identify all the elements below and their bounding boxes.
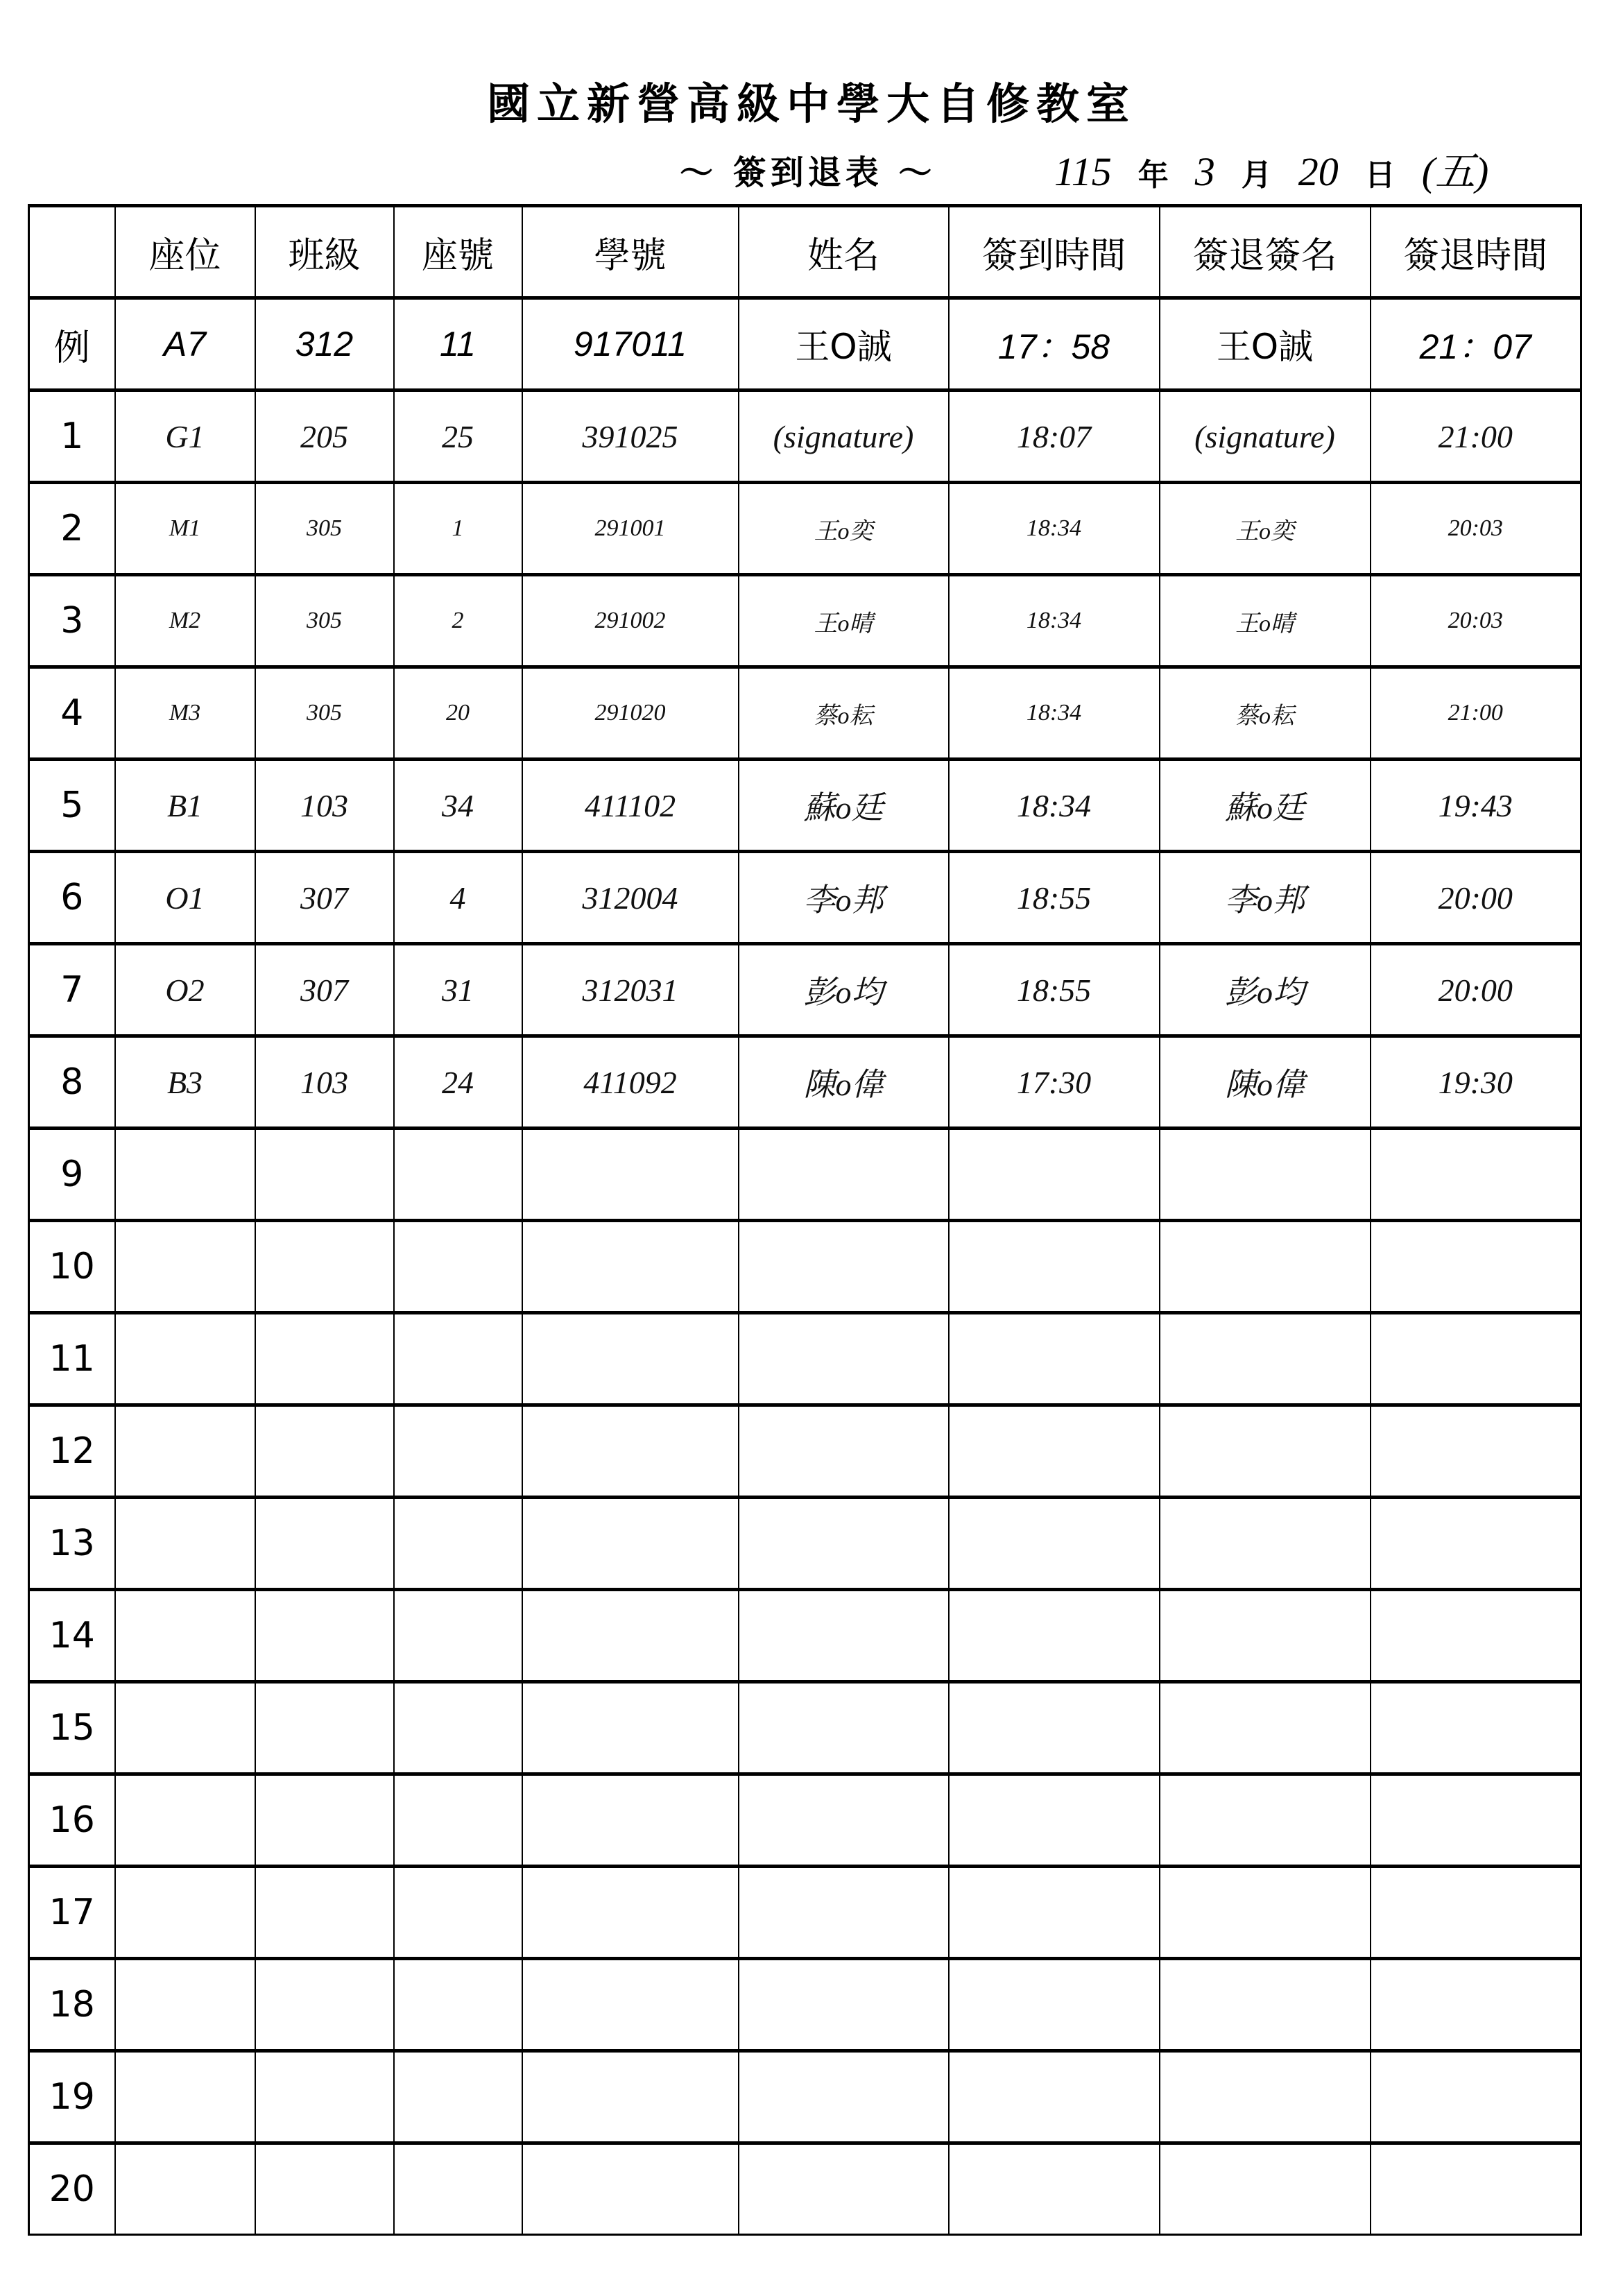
- row-number: 2: [29, 483, 115, 575]
- sign-in-out-table: [28, 204, 1582, 2236]
- cell-seat[interactable]: M3: [115, 667, 255, 760]
- table-row: [29, 575, 1581, 667]
- cell-name[interactable]: [739, 2143, 949, 2235]
- cell-class[interactable]: [255, 1774, 394, 1867]
- cell-seat[interactable]: [115, 1129, 255, 1221]
- table-row: [29, 1129, 1581, 1221]
- cell-sign-in-time[interactable]: [949, 1129, 1160, 1221]
- cell-student-id[interactable]: 291020: [522, 667, 739, 760]
- cell-seat-number[interactable]: 31: [394, 944, 522, 1036]
- table-row: [29, 1959, 1581, 2051]
- cell-seat[interactable]: M1: [115, 483, 255, 575]
- cell-sign-in-time[interactable]: 18:34: [949, 760, 1160, 852]
- cell-seat-number[interactable]: [394, 2143, 522, 2235]
- cell-student-id[interactable]: [522, 1682, 739, 1774]
- cell-name[interactable]: 王o晴: [739, 575, 949, 667]
- cell-seat-number[interactable]: [394, 1221, 522, 1313]
- cell-seat[interactable]: [115, 1867, 255, 1959]
- cell-class[interactable]: 205: [255, 391, 394, 483]
- cell-seat[interactable]: [115, 2143, 255, 2235]
- cell-sign-out-signature[interactable]: [1160, 1405, 1371, 1498]
- cell-student-id[interactable]: 291001: [522, 483, 739, 575]
- row-number: 12: [29, 1405, 115, 1498]
- cell-sign-in-time[interactable]: 18:34: [949, 575, 1160, 667]
- cell-name[interactable]: 李o邦: [739, 852, 949, 944]
- cell-sign-out-time[interactable]: [1371, 2051, 1581, 2143]
- cell-class[interactable]: [255, 1405, 394, 1498]
- row-number: 9: [29, 1129, 115, 1221]
- cell-class[interactable]: 307: [255, 852, 394, 944]
- table-row: [29, 483, 1581, 575]
- cell-sign-out-time[interactable]: [1371, 2143, 1581, 2235]
- cell-sign-out-time[interactable]: 20:00: [1371, 944, 1581, 1036]
- cell-name[interactable]: [739, 1313, 949, 1405]
- cell-sign-out-time[interactable]: [1371, 1405, 1581, 1498]
- cell-sign-out-signature[interactable]: [1160, 1498, 1371, 1590]
- table-row: [29, 391, 1581, 483]
- cell-seat[interactable]: [115, 1682, 255, 1774]
- cell-name[interactable]: [739, 1682, 949, 1774]
- row-number: 14: [29, 1590, 115, 1682]
- month-label: 月: [1241, 157, 1272, 193]
- cell-student-id[interactable]: 411102: [522, 760, 739, 852]
- cell-sign-out-time[interactable]: [1371, 1313, 1581, 1405]
- cell-sign-out-time[interactable]: [1371, 1959, 1581, 2051]
- cell-sign-out-time[interactable]: 19:30: [1371, 1036, 1581, 1129]
- table-row: [29, 1498, 1581, 1590]
- cell-student-id[interactable]: [522, 2143, 739, 2235]
- table-row: [29, 667, 1581, 760]
- column-header-name: 姓名: [739, 206, 949, 298]
- cell-sign-in-time[interactable]: [949, 1405, 1160, 1498]
- cell-name[interactable]: [739, 1221, 949, 1313]
- date-weekday[interactable]: (五): [1421, 149, 1489, 194]
- cell-name[interactable]: 陳o偉: [739, 1036, 949, 1129]
- row-number: 1: [29, 391, 115, 483]
- cell-name[interactable]: [739, 1498, 949, 1590]
- cell-sign-out-signature[interactable]: 彭o均: [1160, 944, 1371, 1036]
- cell-seat-number[interactable]: [394, 1498, 522, 1590]
- cell-name[interactable]: 彭o均: [739, 944, 949, 1036]
- cell-class[interactable]: [255, 1221, 394, 1313]
- cell-sign-out-signature[interactable]: 陳o偉: [1160, 1036, 1371, 1129]
- cell-name[interactable]: [739, 1959, 949, 2051]
- cell-seat[interactable]: [115, 1959, 255, 2051]
- example-seat: A7: [115, 298, 255, 391]
- cell-student-id[interactable]: [522, 1959, 739, 2051]
- row-number: 16: [29, 1774, 115, 1867]
- row-number: 11: [29, 1313, 115, 1405]
- cell-seat-number[interactable]: 4: [394, 852, 522, 944]
- day-label: 日: [1364, 157, 1396, 193]
- cell-student-id[interactable]: [522, 2051, 739, 2143]
- cell-sign-out-time[interactable]: 20:03: [1371, 483, 1581, 575]
- cell-sign-out-signature[interactable]: [1160, 1221, 1371, 1313]
- cell-sign-in-time[interactable]: [949, 1221, 1160, 1313]
- cell-class[interactable]: [255, 1498, 394, 1590]
- cell-sign-out-time[interactable]: [1371, 1590, 1581, 1682]
- cell-seat-number[interactable]: [394, 1129, 522, 1221]
- cell-class[interactable]: 305: [255, 575, 394, 667]
- cell-sign-out-signature[interactable]: [1160, 1959, 1371, 2051]
- cell-name[interactable]: 蘇o廷: [739, 760, 949, 852]
- cell-sign-out-signature[interactable]: 蘇o廷: [1160, 760, 1371, 852]
- table-row: [29, 760, 1581, 852]
- cell-class[interactable]: 103: [255, 1036, 394, 1129]
- column-header-seat-number: 座號: [394, 206, 522, 298]
- row-number: 19: [29, 2051, 115, 2143]
- date-year[interactable]: 115: [1054, 149, 1112, 194]
- table-row: [29, 1405, 1581, 1498]
- cell-seat-number[interactable]: 25: [394, 391, 522, 483]
- row-number: 7: [29, 944, 115, 1036]
- cell-student-id[interactable]: [522, 1405, 739, 1498]
- cell-student-id[interactable]: [522, 1867, 739, 1959]
- cell-seat-number[interactable]: [394, 1682, 522, 1774]
- cell-sign-out-time[interactable]: 19:43: [1371, 760, 1581, 852]
- table-row: [29, 1036, 1581, 1129]
- column-header-seat: 座位: [115, 206, 255, 298]
- cell-sign-in-time[interactable]: [949, 2051, 1160, 2143]
- row-number: 20: [29, 2143, 115, 2235]
- cell-sign-out-signature[interactable]: [1160, 1313, 1371, 1405]
- column-header-row-number: [29, 206, 115, 298]
- cell-sign-in-time[interactable]: 18:55: [949, 944, 1160, 1036]
- cell-seat[interactable]: [115, 1405, 255, 1498]
- column-header-sign-in-time: 簽到時間: [949, 206, 1160, 298]
- cell-sign-in-time[interactable]: 17:30: [949, 1036, 1160, 1129]
- cell-sign-out-time[interactable]: [1371, 1129, 1581, 1221]
- cell-class[interactable]: [255, 1682, 394, 1774]
- cell-sign-in-time[interactable]: [949, 1498, 1160, 1590]
- cell-class[interactable]: [255, 1867, 394, 1959]
- cell-class[interactable]: [255, 2143, 394, 2235]
- date-month[interactable]: 3: [1194, 149, 1215, 194]
- cell-sign-in-time[interactable]: [949, 1867, 1160, 1959]
- cell-sign-out-signature[interactable]: 李o邦: [1160, 852, 1371, 944]
- cell-sign-out-time[interactable]: [1371, 1498, 1581, 1590]
- cell-sign-out-time[interactable]: [1371, 1774, 1581, 1867]
- cell-sign-out-signature[interactable]: (signature): [1160, 391, 1371, 483]
- form-title: 國立新營高級中學大自修教室: [486, 78, 1136, 129]
- cell-class[interactable]: [255, 1129, 394, 1221]
- cell-sign-in-time[interactable]: 18:07: [949, 391, 1160, 483]
- cell-sign-out-signature[interactable]: [1160, 1682, 1371, 1774]
- row-number: 13: [29, 1498, 115, 1590]
- cell-seat[interactable]: [115, 1774, 255, 1867]
- cell-sign-out-time[interactable]: [1371, 1221, 1581, 1313]
- cell-seat[interactable]: [115, 1221, 255, 1313]
- example-sign-out-signature: 王O誠: [1160, 298, 1371, 391]
- cell-student-id[interactable]: 312031: [522, 944, 739, 1036]
- cell-name[interactable]: (signature): [739, 391, 949, 483]
- example-seat-number: 11: [394, 298, 522, 391]
- table-row: [29, 852, 1581, 944]
- column-header-student-id: 學號: [522, 206, 739, 298]
- cell-sign-in-time[interactable]: [949, 1959, 1160, 2051]
- cell-sign-out-time[interactable]: [1371, 1682, 1581, 1774]
- date-day[interactable]: 20: [1298, 149, 1339, 194]
- cell-sign-out-signature[interactable]: 王o晴: [1160, 575, 1371, 667]
- row-number: 3: [29, 575, 115, 667]
- cell-student-id[interactable]: [522, 1221, 739, 1313]
- example-class: 312: [255, 298, 394, 391]
- table-row: [29, 1682, 1581, 1774]
- cell-seat-number[interactable]: [394, 1959, 522, 2051]
- cell-sign-in-time[interactable]: [949, 1774, 1160, 1867]
- cell-student-id[interactable]: [522, 1590, 739, 1682]
- cell-seat[interactable]: O1: [115, 852, 255, 944]
- example-row-number: 例: [29, 298, 115, 391]
- row-number: 5: [29, 760, 115, 852]
- cell-seat-number[interactable]: [394, 2051, 522, 2143]
- row-number: 15: [29, 1682, 115, 1774]
- form-subtitle: ～ 簽到退表 ～: [680, 153, 936, 192]
- cell-sign-out-signature[interactable]: [1160, 1129, 1371, 1221]
- cell-seat[interactable]: M2: [115, 575, 255, 667]
- cell-class[interactable]: 103: [255, 760, 394, 852]
- cell-seat-number[interactable]: [394, 1774, 522, 1867]
- cell-sign-out-time[interactable]: 20:00: [1371, 852, 1581, 944]
- cell-name[interactable]: [739, 1867, 949, 1959]
- cell-seat-number[interactable]: [394, 1590, 522, 1682]
- example-sign-out-time: 21：07: [1371, 298, 1581, 391]
- cell-seat[interactable]: B3: [115, 1036, 255, 1129]
- row-number: 6: [29, 852, 115, 944]
- cell-student-id[interactable]: 312004: [522, 852, 739, 944]
- cell-student-id[interactable]: 411092: [522, 1036, 739, 1129]
- table-row: [29, 1590, 1581, 1682]
- row-number: 10: [29, 1221, 115, 1313]
- cell-seat[interactable]: O2: [115, 944, 255, 1036]
- cell-sign-out-time[interactable]: [1371, 1867, 1581, 1959]
- cell-seat[interactable]: [115, 1313, 255, 1405]
- cell-seat-number[interactable]: [394, 1405, 522, 1498]
- cell-student-id[interactable]: [522, 1313, 739, 1405]
- row-number: 8: [29, 1036, 115, 1129]
- cell-student-id[interactable]: 291002: [522, 575, 739, 667]
- cell-student-id[interactable]: 391025: [522, 391, 739, 483]
- cell-class[interactable]: [255, 1313, 394, 1405]
- table-row: [29, 1221, 1581, 1313]
- column-header-sign-out-signature: 簽退簽名: [1160, 206, 1371, 298]
- cell-student-id[interactable]: [522, 1498, 739, 1590]
- cell-name[interactable]: [739, 1129, 949, 1221]
- cell-class[interactable]: [255, 2051, 394, 2143]
- cell-sign-in-time[interactable]: 18:55: [949, 852, 1160, 944]
- cell-name[interactable]: [739, 1590, 949, 1682]
- cell-sign-out-time[interactable]: 20:03: [1371, 575, 1581, 667]
- table-row: [29, 2051, 1581, 2143]
- year-label: 年: [1137, 157, 1169, 193]
- cell-seat-number[interactable]: 20: [394, 667, 522, 760]
- cell-seat[interactable]: G1: [115, 391, 255, 483]
- row-number: 17: [29, 1867, 115, 1959]
- cell-sign-in-time[interactable]: [949, 2143, 1160, 2235]
- cell-class[interactable]: 305: [255, 667, 394, 760]
- cell-sign-out-signature[interactable]: 蔡o耘: [1160, 667, 1371, 760]
- cell-seat-number[interactable]: 1: [394, 483, 522, 575]
- cell-sign-out-signature[interactable]: [1160, 1590, 1371, 1682]
- cell-name[interactable]: [739, 1405, 949, 1498]
- date-line: [1054, 139, 1515, 197]
- cell-sign-in-time[interactable]: 18:34: [949, 483, 1160, 575]
- column-header-class: 班級: [255, 206, 394, 298]
- cell-sign-out-signature[interactable]: [1160, 2051, 1371, 2143]
- cell-sign-out-time[interactable]: 21:00: [1371, 391, 1581, 483]
- cell-sign-in-time[interactable]: [949, 1682, 1160, 1774]
- example-sign-in-time: 17：58: [949, 298, 1160, 391]
- cell-seat[interactable]: B1: [115, 760, 255, 852]
- header-row: [29, 206, 1581, 298]
- cell-class[interactable]: [255, 1590, 394, 1682]
- cell-seat-number[interactable]: 34: [394, 760, 522, 852]
- cell-sign-out-signature[interactable]: [1160, 1867, 1371, 1959]
- cell-sign-out-signature[interactable]: [1160, 2143, 1371, 2235]
- cell-seat-number[interactable]: [394, 1867, 522, 1959]
- column-header-sign-out-time: 簽退時間: [1371, 206, 1581, 298]
- cell-seat-number[interactable]: 2: [394, 575, 522, 667]
- table-row: [29, 944, 1581, 1036]
- cell-sign-in-time[interactable]: 18:34: [949, 667, 1160, 760]
- table-row: [29, 2143, 1581, 2235]
- cell-sign-out-signature[interactable]: [1160, 1774, 1371, 1867]
- cell-seat-number[interactable]: [394, 1313, 522, 1405]
- row-number: 4: [29, 667, 115, 760]
- example-student-id: 917011: [522, 298, 739, 391]
- cell-name[interactable]: [739, 2051, 949, 2143]
- cell-sign-in-time[interactable]: [949, 1313, 1160, 1405]
- cell-seat[interactable]: [115, 1590, 255, 1682]
- cell-sign-in-time[interactable]: [949, 1590, 1160, 1682]
- row-number: 18: [29, 1959, 115, 2051]
- cell-class[interactable]: [255, 1959, 394, 2051]
- cell-student-id[interactable]: [522, 1774, 739, 1867]
- cell-name[interactable]: [739, 1774, 949, 1867]
- cell-seat[interactable]: [115, 2051, 255, 2143]
- cell-seat[interactable]: [115, 1498, 255, 1590]
- cell-sign-out-signature[interactable]: 王o奕: [1160, 483, 1371, 575]
- cell-class[interactable]: 305: [255, 483, 394, 575]
- cell-name[interactable]: 蔡o耘: [739, 667, 949, 760]
- table-row: [29, 1313, 1581, 1405]
- example-row: [29, 298, 1581, 391]
- cell-student-id[interactable]: [522, 1129, 739, 1221]
- example-name: 王O誠: [739, 298, 949, 391]
- cell-name[interactable]: 王o奕: [739, 483, 949, 575]
- cell-seat-number[interactable]: 24: [394, 1036, 522, 1129]
- table-row: [29, 1867, 1581, 1959]
- cell-class[interactable]: 307: [255, 944, 394, 1036]
- cell-sign-out-time[interactable]: 21:00: [1371, 667, 1581, 760]
- table-row: [29, 1774, 1581, 1867]
